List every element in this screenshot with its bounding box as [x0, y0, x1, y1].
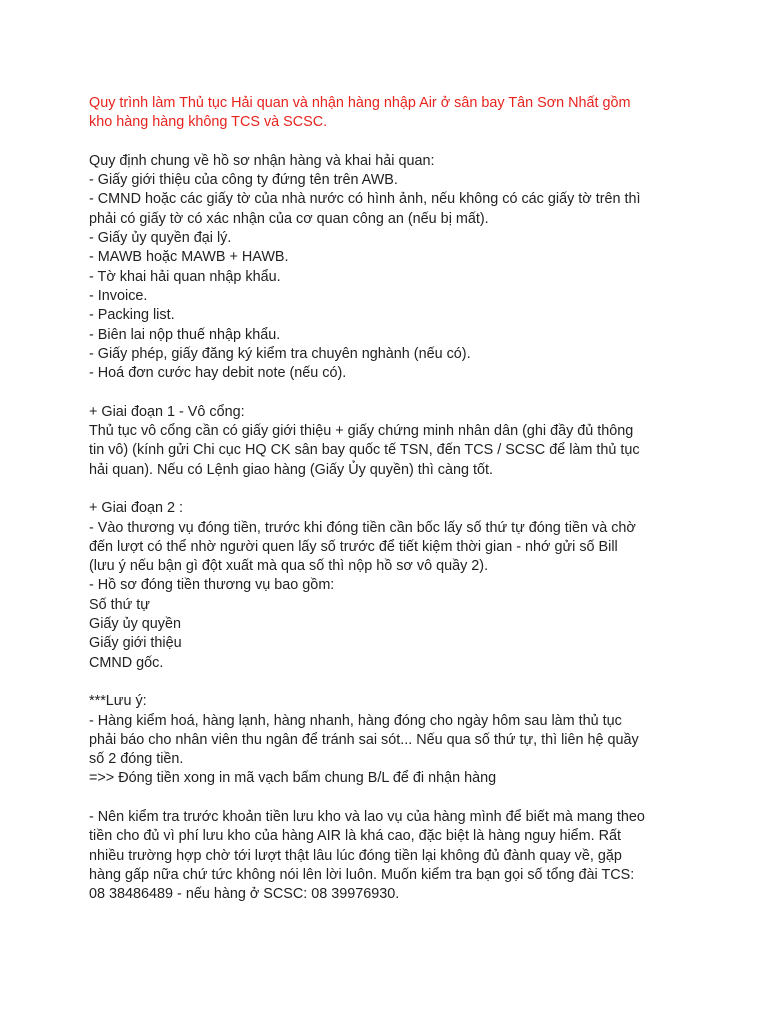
list-item: - CMND hoặc các giấy tờ của nhà nước có hình ảnh, nếu không có các giấy tờ trên thì	[89, 191, 641, 208]
list-item: - Giấy ủy quyền đại lý.	[89, 230, 232, 247]
list-item: - Biên lai nộp thuế nhập khẩu.	[89, 326, 281, 343]
paragraph-line: số 2 đóng tiền.	[89, 751, 184, 768]
paragraph-line: hàng gấp nữa chứ tức không nói lên lời luôn. Muốn kiểm tra bạn gọi số tổng đài TCS:	[89, 866, 635, 883]
list-item: - Tờ khai hải quan nhập khẩu.	[89, 268, 281, 285]
paragraph-line: - Hàng kiểm hoá, hàng lạnh, hàng nhanh, hàng đóng cho ngày hôm sau làm thủ tục	[89, 712, 622, 729]
section-note	[89, 692, 689, 788]
section-heading: + Giai đoạn 1 - Vô cổng:	[89, 403, 245, 420]
list-item: - Giấy giới thiệu của công ty đứng tên trên AWB.	[89, 172, 398, 189]
list-item: - Invoice.	[89, 287, 148, 304]
section-stage-1	[89, 403, 689, 480]
paragraph-line: tin vô) (kính gửi Chi cục HQ CK sân bay quốc tế TSN, đến TCS / SCSC để làm thủ tục	[89, 442, 640, 459]
list-item-continued: phải có giấy tờ có xác nhận của cơ quan công an (nếu bị mất).	[89, 210, 489, 227]
paragraph-line: nhiều trường hợp chờ tới lượt thật lâu lúc đóng tiền lại không đủ đành quay về, gặp	[89, 847, 622, 864]
spacer	[89, 789, 689, 808]
spacer	[89, 673, 689, 692]
paragraph-line: 08 38486489 - nếu hàng ở SCSC: 08 39976930.	[89, 886, 400, 903]
paragraph-line: - Hồ sơ đóng tiền thương vụ bao gồm:	[89, 577, 335, 594]
list-item: - Packing list.	[89, 307, 175, 324]
paragraph-line: phải báo cho nhân viên thu ngân để tránh sai sót... Nếu qua số thứ tự, thì liên hệ quầy	[89, 731, 639, 748]
paragraph-line: - Nên kiểm tra trước khoản tiền lưu kho và lao vụ của hàng mình để biết mà mang theo	[89, 808, 645, 825]
list-item: - Hoá đơn cước hay debit note (nếu có).	[89, 365, 347, 382]
section-heading: ***Lưu ý:	[89, 693, 147, 710]
paragraph-line: Thủ tục vô cổng cần có giấy giới thiệu + giấy chứng minh nhân dân (ghi đầy đủ thông	[89, 423, 634, 440]
section-heading: + Giai đoạn 2 :	[89, 500, 184, 517]
spacer	[89, 133, 689, 152]
document-page	[89, 94, 689, 904]
paragraph-line: (lưu ý nếu bận gì đột xuất mà qua số thì nộp hồ sơ vô quầy 2).	[89, 558, 489, 575]
spacer	[89, 480, 689, 499]
list-item: Giấy giới thiệu	[89, 635, 182, 652]
list-item: - MAWB hoặc MAWB + HAWB.	[89, 249, 289, 266]
section-heading: Quy định chung về hồ sơ nhận hàng và khai hải quan:	[89, 152, 435, 169]
list-item: Số thứ tự	[89, 596, 150, 613]
paragraph-line: - Vào thương vụ đóng tiền, trước khi đóng tiền cần bốc lấy số thứ tự đóng tiền và chờ	[89, 519, 636, 536]
spacer	[89, 383, 689, 402]
list-item: - Giấy phép, giấy đăng ký kiểm tra chuyên nghành (nếu có).	[89, 345, 471, 362]
paragraph-line: tiền cho đủ vì phí lưu kho của hàng AIR là khá cao, đặc biệt là hàng nguy hiểm. Rất	[89, 828, 622, 845]
paragraph-line: =>> Đóng tiền xong in mã vạch bấm chung B/L để đi nhận hàng	[89, 770, 497, 787]
section-advice	[89, 808, 689, 904]
list-item: CMND gốc.	[89, 654, 164, 671]
title-line-2: kho hàng hàng không TCS và SCSC.	[89, 114, 328, 131]
document-title	[89, 94, 689, 133]
list-item: Giấy ủy quyền	[89, 616, 181, 633]
paragraph-line: hải quan). Nếu có Lệnh giao hàng (Giấy Ủy quyền) thì càng tốt.	[89, 461, 493, 478]
section-stage-2	[89, 499, 689, 673]
paragraph-line: đến lượt có thể nhờ người quen lấy số trước để tiết kiệm thời gian - nhớ gửi số Bill	[89, 538, 618, 555]
title-line-1: Quy trình làm Thủ tục Hải quan và nhận hàng nhập Air ở sân bay Tân Sơn Nhất gồm	[89, 95, 631, 111]
section-general-rules	[89, 152, 689, 384]
